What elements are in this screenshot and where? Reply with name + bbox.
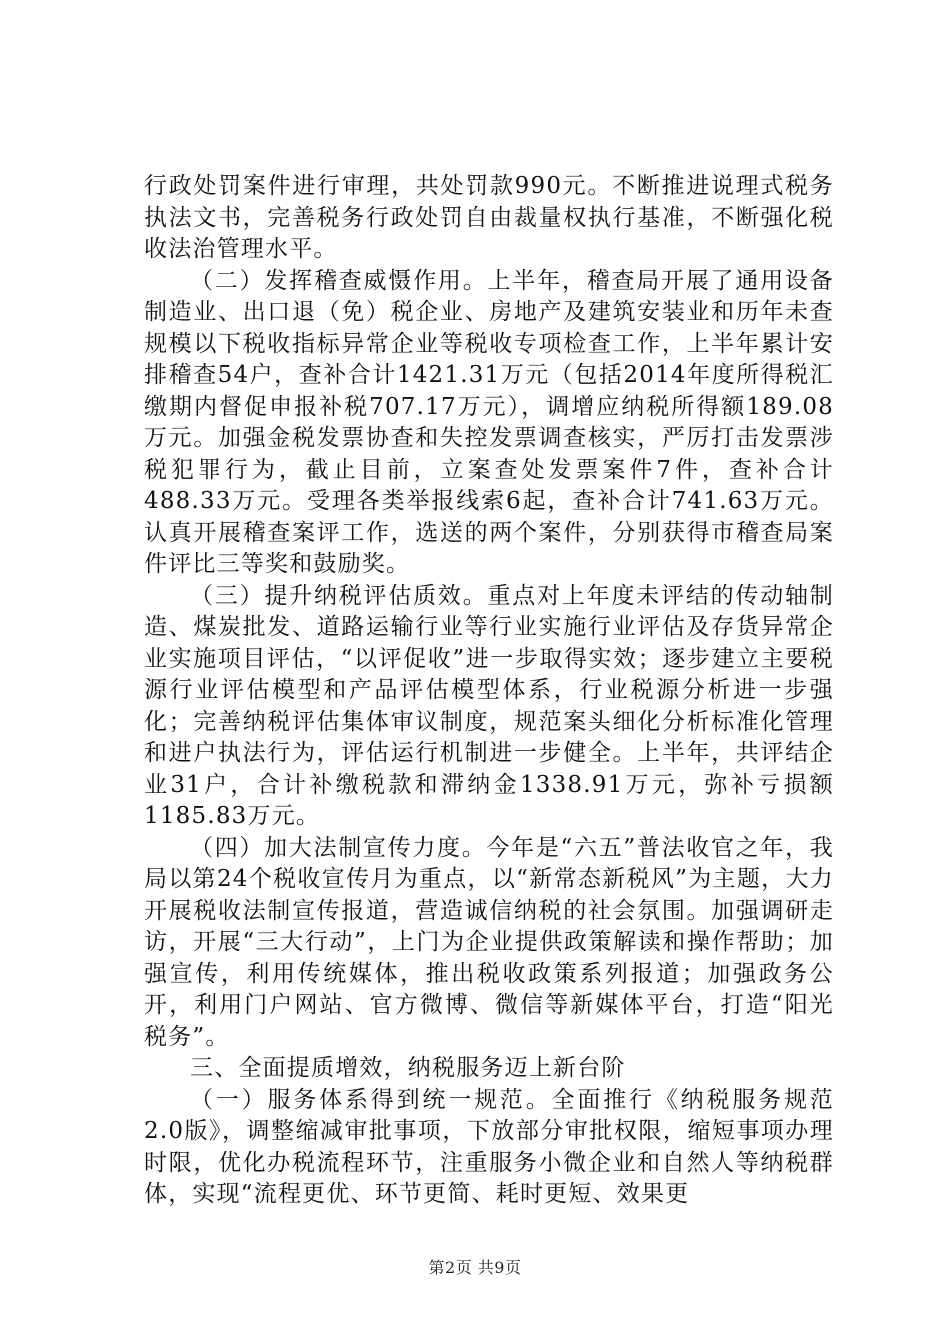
section-heading: 三、全面提质增效，纳税服务迈上新台阶 <box>190 1055 626 1081</box>
paragraph-3: （三）提升纳税评估质效。重点对上年度未评结的传动轴制造、煤炭批发、道路运输行业等行业实施行业评估及存货异常企业实施项目评估，“以评促收”进一步取得实效；逐步建立主要税源行业评估模型和产品评估模型体系，行业税源分析进一步强化；完善纳税评估集体审议制度，规范案头细化分析标准化管理和进户执法行为，评估运行机制进一步健全。上半年，共评结企业31户，合计补缴税款和滞纳金1338.91万元，弥补亏损额1185.83万元。 <box>144 582 834 829</box>
paragraph-1: 行政处罚案件进行审理，共处罚款990元。不断推进说理式税务执法文书，完善税务行政处罚自由裁量权执行基准，不断强化税收法治管理水平。 <box>144 173 834 262</box>
document-body <box>144 171 834 1211</box>
page-footer: 第2页 共9页 <box>428 1258 522 1277</box>
paragraph-4: （四）加大法制宣传力度。今年是“六五”普法收官之年，我局以第24个税收宣传月为重点，以“新常态新税风”为主题，大力开展税收法制宣传报道，营造诚信纳税的社会氛围。加强调研走访，开展“三大行动”，上门为企业提供政策解读和操作帮助；加强宣传，利用传统媒体，推出税收政策系列报道；加强政务公开，利用门户网站、官方微博、微信等新媒体平台，打造“阳光税务”。 <box>144 834 834 1050</box>
paragraph-2: （二）发挥稽查威慑作用。上半年，稽查局开展了通用设备制造业、出口退（免）税企业、房地产及建筑安装业和历年未查规模以下税收指标异常企业等税收专项检查工作，上半年累计安排稽查54户，查补合计1421.31万元（包括2014年度所得税汇缴期内督促申报补税707.17万元），调增应纳税所得额189.08万元。加强金税发票协查和失控发票调查核实，严厉打击发票涉税犯罪行为，截止目前，立案查处发票案件7件，查补合计488.33万元。受理各类举报线索6起，查补合计741.63万元。认真开展稽查案评工作，选送的两个案件，分别获得市稽查局案件评比三等奖和鼓励奖。 <box>144 267 834 577</box>
paragraph-6: （一）服务体系得到统一规范。全面推行《纳税服务规范2.0版》，调整缩减审批事项，下放部分审批权限，缩短事项办理时限，优化办税流程环节，注重服务小微企业和自然人等纳税群体，实现“流程更优、环节更简、耗时更短、效果更 <box>144 1086 834 1207</box>
